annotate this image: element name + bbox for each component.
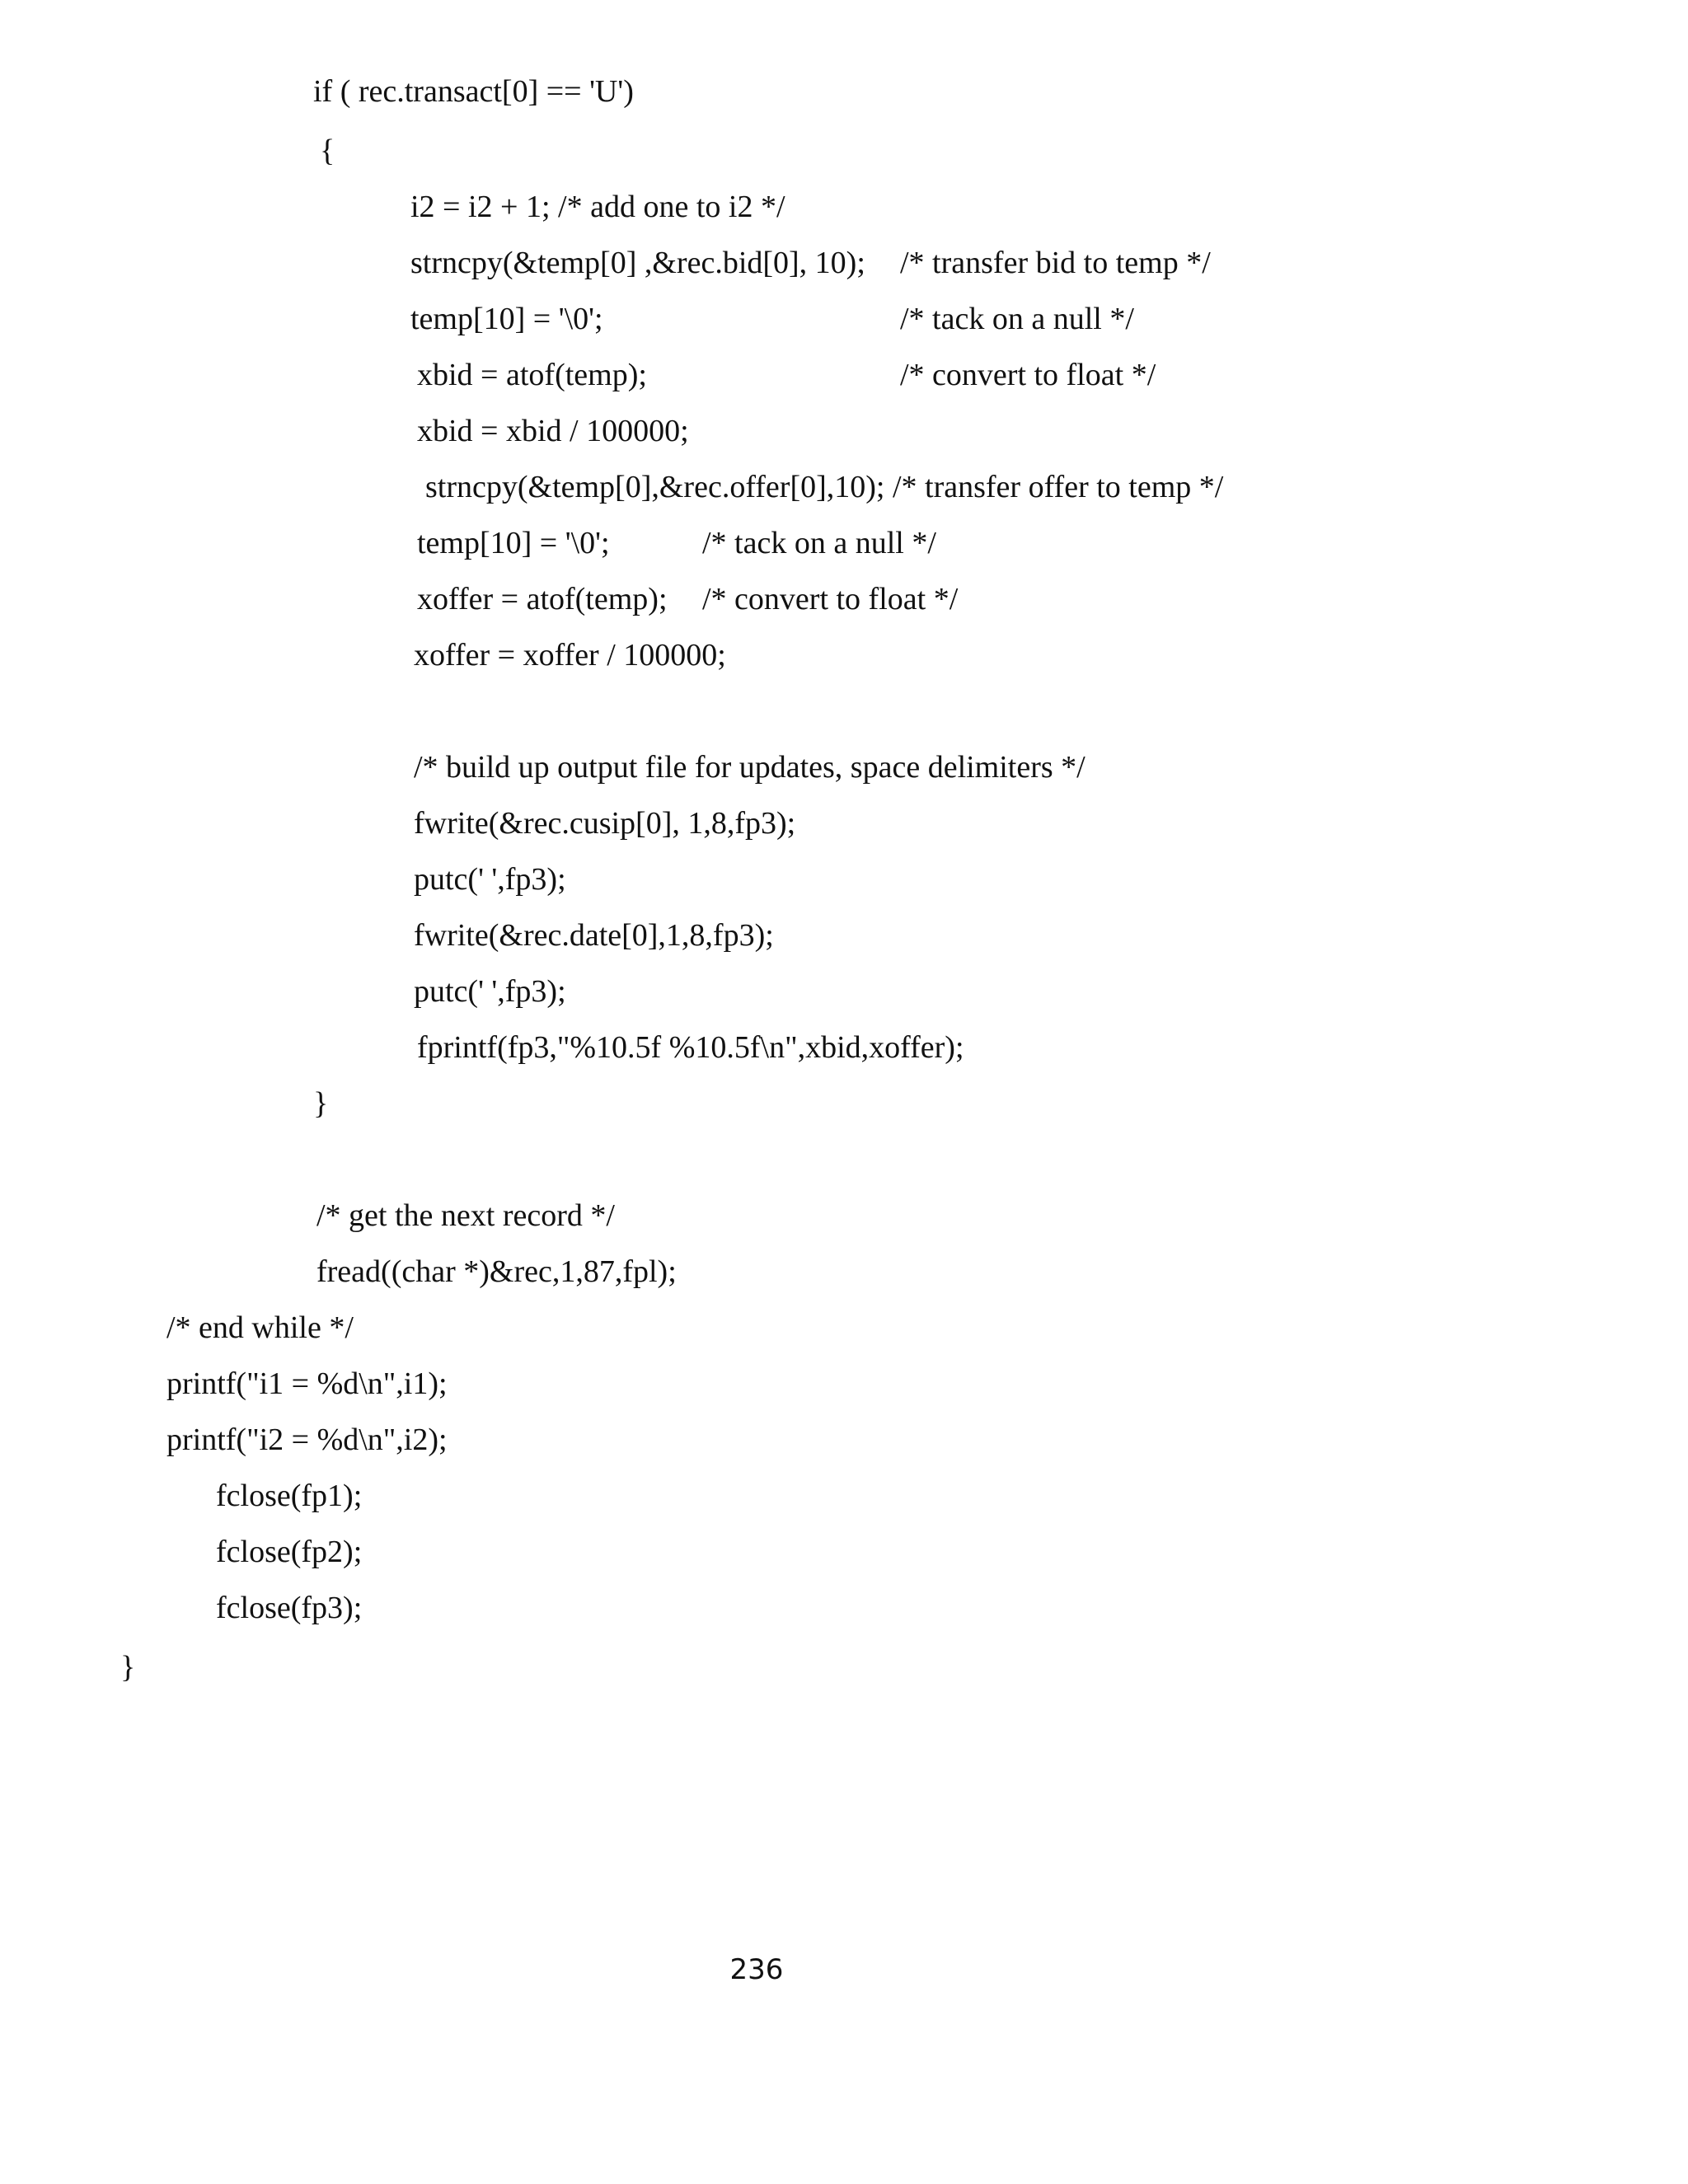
code-line-null-terminate-1: temp[10] = '\0'; <box>410 302 603 336</box>
code-comment-null-2: /* tack on a null */ <box>702 526 936 560</box>
code-comment-float-2: /* convert to float */ <box>702 582 959 616</box>
code-line-scale-bid: xbid = xbid / 100000; <box>417 414 689 448</box>
code-line-final-brace: } <box>120 1650 136 1685</box>
code-line-printf-i1: printf("i1 = %d\n",i1); <box>166 1366 448 1401</box>
code-comment-null-1: /* tack on a null */ <box>900 302 1134 336</box>
code-line-putc-2: putc(' ',fp3); <box>414 974 566 1009</box>
code-line-if-transact: if ( rec.transact[0] == 'U') <box>313 74 634 109</box>
code-line-fread: fread((char *)&rec,1,87,fpl); <box>316 1254 677 1289</box>
code-line-null-terminate-2: temp[10] = '\0'; <box>417 526 610 560</box>
page-number: 236 <box>729 1953 784 1986</box>
code-line-strncpy-offer: strncpy(&temp[0],&rec.offer[0],10); /* transfer offer to temp */ <box>425 470 1224 504</box>
code-line-putc-1: putc(' ',fp3); <box>414 862 566 897</box>
code-comment-float-1: /* convert to float */ <box>900 358 1156 392</box>
code-line-fprintf: fprintf(fp3,"%10.5f %10.5f\n",xbid,xoffer); <box>417 1030 964 1065</box>
code-line-fclose-fp2: fclose(fp2); <box>216 1535 363 1569</box>
code-line-increment-i2: i2 = i2 + 1; /* add one to i2 */ <box>410 190 785 224</box>
code-line-open-brace: { <box>320 134 335 168</box>
code-line-fclose-fp1: fclose(fp1); <box>216 1479 363 1513</box>
code-line-scale-offer: xoffer = xoffer / 100000; <box>414 638 726 673</box>
code-line-fwrite-date: fwrite(&rec.date[0],1,8,fp3); <box>414 918 774 953</box>
code-comment-build-output: /* build up output file for updates, space delimiters */ <box>414 750 1085 785</box>
code-line-printf-i2: printf("i2 = %d\n",i2); <box>166 1422 448 1457</box>
code-line-close-brace: } <box>313 1086 329 1121</box>
code-line-fwrite-cusip: fwrite(&rec.cusip[0], 1,8,fp3); <box>414 806 796 841</box>
code-comment-next-record: /* get the next record */ <box>316 1198 615 1233</box>
code-line-fclose-fp3: fclose(fp3); <box>216 1591 363 1625</box>
code-line-strncpy-bid: strncpy(&temp[0] ,&rec.bid[0], 10); <box>410 246 865 280</box>
code-line-atof-bid: xbid = atof(temp); <box>417 358 647 392</box>
code-line-atof-offer: xoffer = atof(temp); <box>417 582 668 616</box>
code-comment-end-while: /* end while */ <box>166 1310 354 1345</box>
code-comment-transfer-bid: /* transfer bid to temp */ <box>900 246 1211 280</box>
